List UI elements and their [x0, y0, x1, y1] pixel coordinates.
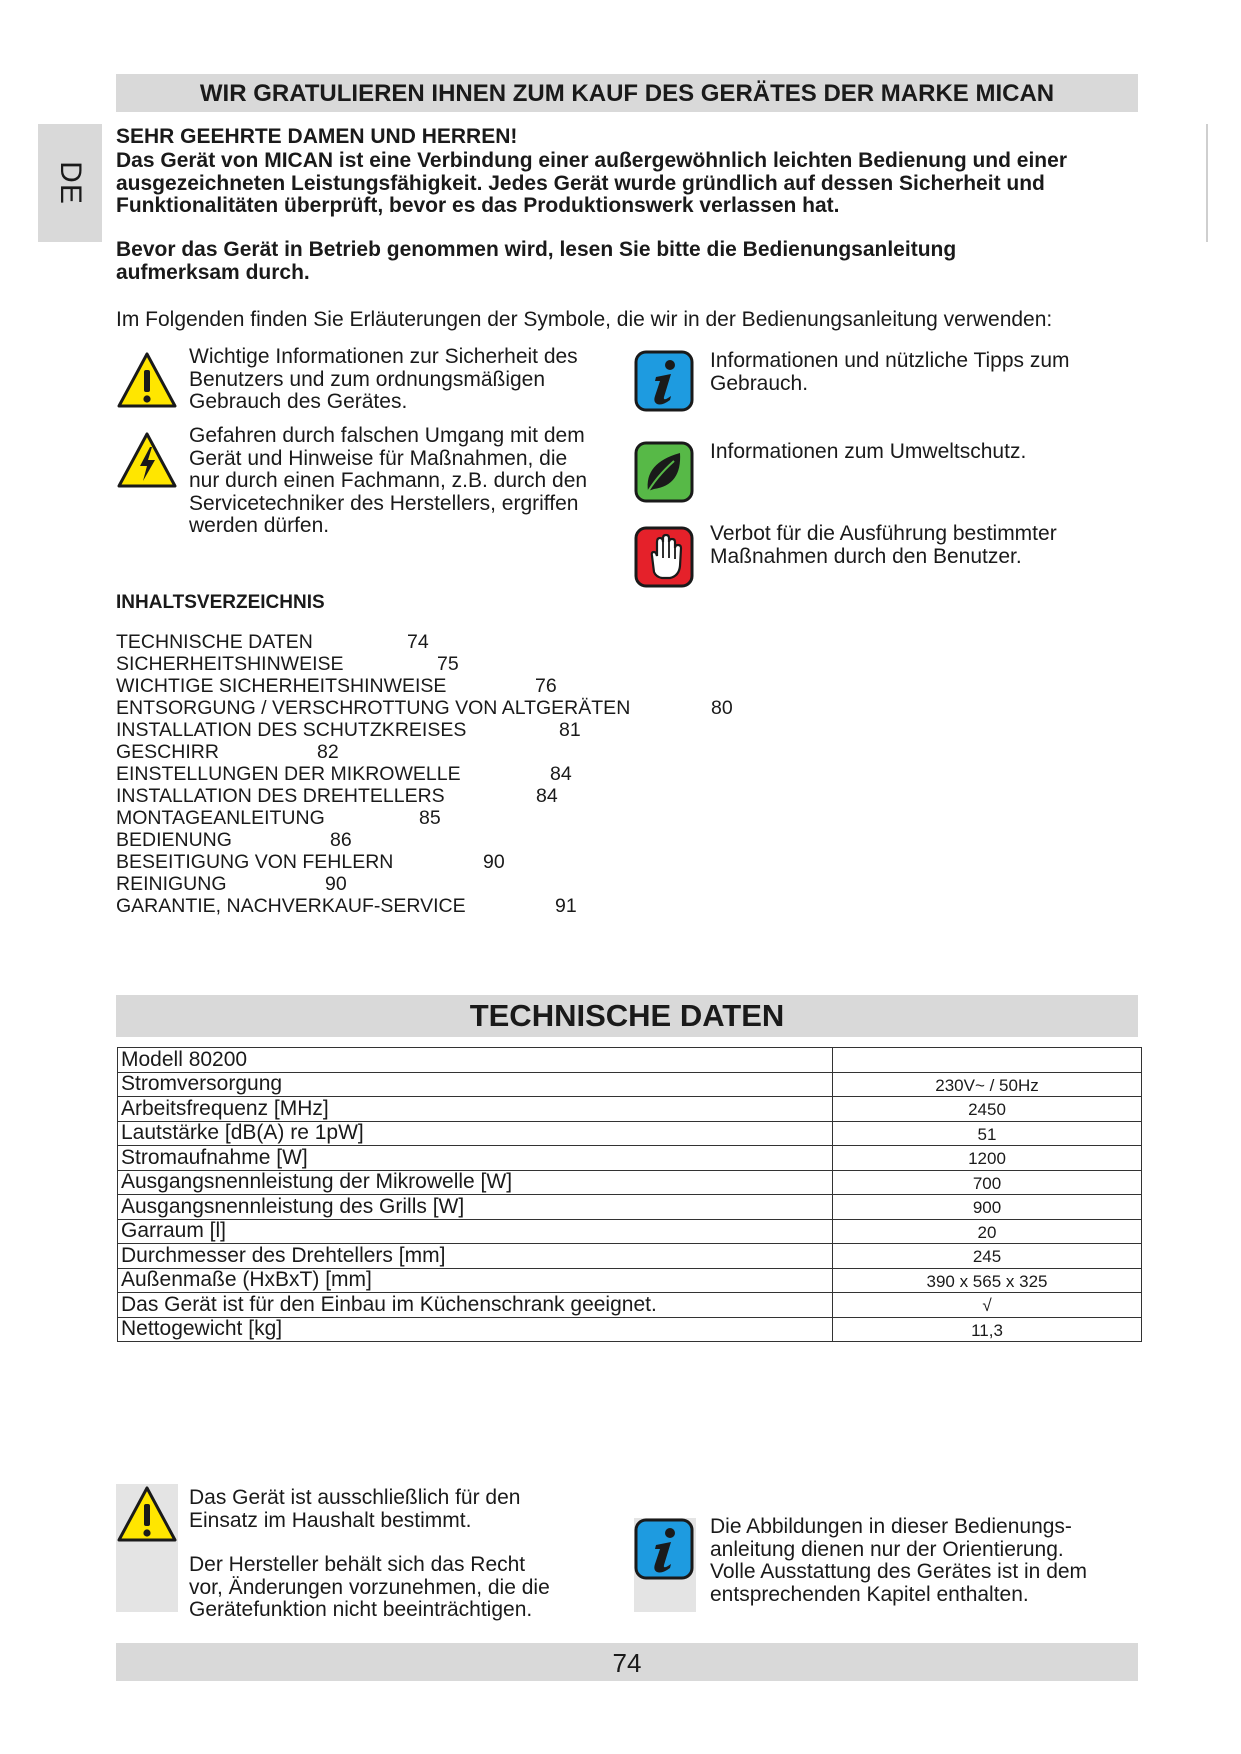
- table-row: [118, 1268, 1142, 1293]
- toc-entry[interactable]: [116, 763, 816, 785]
- household-notice-line: Einsatz im Haushalt bestimmt.: [189, 1508, 472, 1532]
- symbols-intro: Im Folgenden finden Sie Erläuterungen der Symbole, die wir in der Bedienungsanleitung verwenden:: [116, 308, 1053, 331]
- header-title: WIR GRATULIEREN IHNEN ZUM KAUF DES GERÄTES DER MARKE MICAN: [199, 80, 1055, 107]
- spec-value: 2450: [833, 1097, 1142, 1122]
- toc-entry[interactable]: [116, 719, 816, 741]
- toc-entry-label: ENTSORGUNG / VERSCHROTTUNG VON ALTGERÄTEN: [116, 697, 631, 719]
- rights-notice-line: vor, Änderungen vorzunehmen, die die: [189, 1575, 550, 1599]
- toc-entry-label: BEDIENUNG: [116, 829, 232, 851]
- toc-entry-page: 84: [536, 785, 558, 807]
- toc-entry-label: EINSTELLUNGEN DER MIKROWELLE: [116, 763, 461, 785]
- tech-section-banner: [116, 995, 1138, 1037]
- toc-entry-page: 90: [483, 851, 505, 873]
- illustrations-notice-line: Volle Ausstattung des Gerätes ist in dem: [710, 1560, 1088, 1583]
- table-row: [118, 1072, 1142, 1097]
- electric-text-line: nur durch einen Fachmann, z.B. durch den: [189, 469, 588, 492]
- illustrations-notice-line: entsprechenden Kapitel enthalten.: [710, 1582, 1029, 1606]
- toc-entry-page: 81: [559, 719, 581, 741]
- info-text-line: Informationen und nützliche Tipps zum: [710, 349, 1070, 372]
- household-notice-line: Das Gerät ist ausschließlich für den: [189, 1486, 521, 1509]
- spec-value: 11,3: [833, 1317, 1142, 1342]
- toc-entry-label: WICHTIGE SICHERHEITSHINWEISE: [116, 675, 447, 697]
- page-edge-marker: [1206, 124, 1208, 242]
- warning-triangle-icon: [116, 1484, 178, 1544]
- spec-value: 230V~ / 50Hz: [833, 1072, 1142, 1097]
- intro-line-3: Funktionalitäten überprüft, bevor es das Produktionswerk verlassen hat.: [116, 194, 840, 217]
- language-tab: [38, 124, 102, 242]
- table-row: [118, 1195, 1142, 1220]
- warning-symbol-text: [189, 346, 629, 414]
- illustrations-notice: [710, 1516, 1140, 1606]
- table-row: [118, 1170, 1142, 1195]
- toc-entry[interactable]: [116, 697, 816, 719]
- info-icon: [634, 1518, 694, 1580]
- spec-label: Ausgangsnennleistung des Grills [W]: [118, 1195, 833, 1220]
- toc-entry-label: TECHNISCHE DATEN: [116, 631, 313, 653]
- stop-hand-icon: [634, 526, 694, 588]
- toc-entry-page: 82: [317, 741, 339, 763]
- household-notice: [189, 1487, 609, 1532]
- intro-line-1: Das Gerät von MICAN ist eine Verbindung einer außergewöhnlich leichten Bedienung und einer: [116, 149, 1067, 172]
- greeting: SEHR GEEHRTE DAMEN UND HERREN!: [116, 125, 518, 148]
- illustrations-notice-line: Die Abbildungen in dieser Bedienungs-: [710, 1515, 1072, 1538]
- spec-label: Arbeitsfrequenz [MHz]: [118, 1097, 833, 1122]
- spec-value: 390 x 565 x 325: [833, 1268, 1142, 1293]
- toc-entry-label: BESEITIGUNG VON FEHLERN: [116, 851, 394, 873]
- spec-value: √: [833, 1293, 1142, 1318]
- rights-notice-line: Der Hersteller behält sich das Recht: [189, 1553, 526, 1576]
- prohibition-text-line: Verbot für die Ausführung bestimmter: [710, 522, 1057, 545]
- page-number: 74: [612, 1648, 642, 1678]
- toc-entry[interactable]: [116, 807, 816, 829]
- warning-triangle-icon: [116, 350, 178, 410]
- footer-banner: [116, 1643, 1138, 1681]
- prohibition-symbol-text: [710, 523, 1130, 568]
- spec-value: 700: [833, 1170, 1142, 1195]
- toc-entry[interactable]: [116, 785, 816, 807]
- warning-text-line: Wichtige Informationen zur Sicherheit des: [189, 345, 578, 368]
- toc-entry-page: 86: [330, 829, 352, 851]
- toc-entry-label: MONTAGEANLEITUNG: [116, 807, 325, 829]
- spec-label: Modell 80200: [118, 1048, 833, 1073]
- toc-entry-page: 84: [550, 763, 572, 785]
- language-label: DE: [54, 161, 87, 205]
- toc-entry[interactable]: [116, 631, 816, 653]
- read-manual-line-2: aufmerksam durch.: [116, 260, 310, 284]
- info-icon: [634, 350, 694, 412]
- toc-entry-label: GARANTIE, NACHVERKAUF-SERVICE: [116, 895, 466, 917]
- rights-notice-line: Gerätefunktion nicht beeinträchtigen.: [189, 1598, 533, 1621]
- spec-value: 51: [833, 1121, 1142, 1146]
- info-symbol-text: [710, 350, 1130, 395]
- toc-entry-label: REINIGUNG: [116, 873, 227, 895]
- electric-text-line: Servicetechniker des Herstellers, ergriffen: [189, 491, 579, 515]
- read-manual-line-1: Bevor das Gerät in Betrieb genommen wird, lesen Sie bitte die Bedienungsanleitung: [116, 238, 957, 261]
- warning-text-line: Gebrauch des Gerätes.: [189, 390, 408, 413]
- header-banner: [116, 74, 1138, 112]
- toc-entry-label: INSTALLATION DES DREHTELLERS: [116, 785, 445, 807]
- illustrations-notice-line: anleitung dienen nur der Orientierung.: [710, 1537, 1064, 1561]
- electric-hazard-icon: [116, 430, 178, 490]
- spec-label: Durchmesser des Drehtellers [mm]: [118, 1244, 833, 1269]
- toc-entry[interactable]: [116, 895, 816, 917]
- environment-text-line: Informationen zum Umweltschutz.: [710, 440, 1027, 463]
- table-row: [118, 1317, 1142, 1342]
- toc-entry-label: INSTALLATION DES SCHUTZKREISES: [116, 719, 467, 741]
- table-row: [118, 1244, 1142, 1269]
- environment-symbol-text: [710, 441, 1130, 464]
- prohibition-text-line: Maßnahmen durch den Benutzer.: [710, 544, 1022, 568]
- spec-label: Garraum [l]: [118, 1219, 833, 1244]
- spec-value: [833, 1048, 1142, 1073]
- electric-text-line: Gerät und Hinweise für Maßnahmen, die: [189, 446, 568, 470]
- toc-entry[interactable]: [116, 741, 816, 763]
- toc-entry-label: SICHERHEITSHINWEISE: [116, 653, 344, 675]
- table-row: [118, 1048, 1142, 1073]
- toc-entry-page: 75: [437, 653, 459, 675]
- toc-entry[interactable]: [116, 829, 816, 851]
- rights-notice: [189, 1554, 609, 1622]
- toc-entry-page: 76: [535, 675, 557, 697]
- spec-label: Ausgangsnennleistung der Mikrowelle [W]: [118, 1170, 833, 1195]
- spec-label: Außenmaße (HxBxT) [mm]: [118, 1268, 833, 1293]
- electric-text-line: Gefahren durch falschen Umgang mit dem: [189, 424, 585, 447]
- toc-entry-page: 91: [555, 895, 577, 917]
- toc-entry-page: 80: [711, 697, 733, 719]
- table-row: [118, 1097, 1142, 1122]
- spec-value: 900: [833, 1195, 1142, 1220]
- table-row: [118, 1146, 1142, 1171]
- spec-label: Lautstärke [dB(A) re 1pW]: [118, 1121, 833, 1146]
- info-text-line: Gebrauch.: [710, 371, 809, 395]
- tech-section-title: TECHNISCHE DATEN: [469, 998, 785, 1033]
- spec-label: Stromversorgung: [118, 1072, 833, 1097]
- spec-label: Das Gerät ist für den Einbau im Küchenschrank geeignet.: [118, 1293, 833, 1318]
- intro-line-2: ausgezeichneten Leistungsfähigkeit. Jedes Gerät wurde gründlich auf dessen Sicherheit und: [116, 171, 1045, 195]
- toc-entry-page: 85: [419, 807, 441, 829]
- warning-text-line: Benutzers und zum ordnungsmäßigen: [189, 367, 546, 391]
- toc-entry-page: 74: [407, 631, 429, 653]
- toc-entry[interactable]: [116, 653, 816, 675]
- electric-text-line: werden dürfen.: [189, 514, 330, 537]
- electric-symbol-text: [189, 425, 639, 538]
- table-row: [118, 1293, 1142, 1318]
- spec-label: Stromaufnahme [W]: [118, 1146, 833, 1171]
- toc-entry[interactable]: [116, 675, 816, 697]
- toc-entry-page: 90: [325, 873, 347, 895]
- spec-label: Nettogewicht [kg]: [118, 1317, 833, 1342]
- spec-value: 20: [833, 1219, 1142, 1244]
- toc-entry[interactable]: [116, 873, 816, 895]
- toc-title: INHALTSVERZEICHNIS: [116, 592, 325, 613]
- spec-table: [117, 1047, 1142, 1342]
- leaf-icon: [634, 441, 694, 503]
- toc-entry-label: GESCHIRR: [116, 741, 219, 763]
- spec-value: 1200: [833, 1146, 1142, 1171]
- table-row: [118, 1219, 1142, 1244]
- spec-value: 245: [833, 1244, 1142, 1269]
- table-row: [118, 1121, 1142, 1146]
- toc-entry[interactable]: [116, 851, 816, 873]
